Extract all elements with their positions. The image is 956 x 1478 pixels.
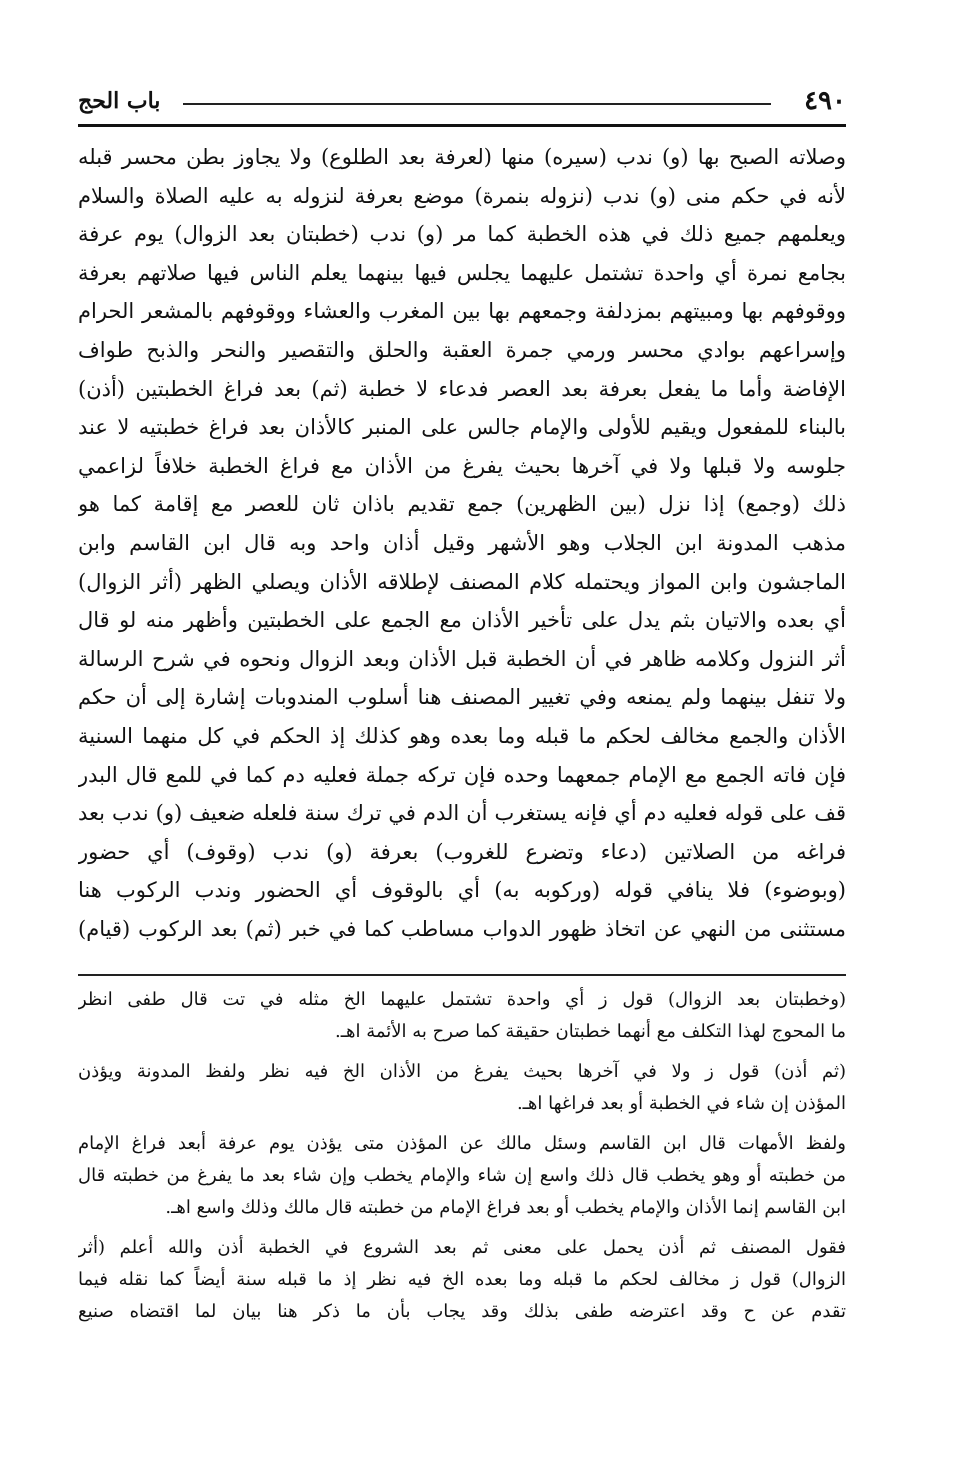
footnote-paragraph xyxy=(78,1128,846,1224)
text-line: مستثنى من النهي عن اتخاذ ظهور الدواب مساطب كما في خبر (ثم) بعد الركوب (قيام) xyxy=(78,916,846,941)
header-rule xyxy=(78,124,846,127)
text-line: ولا تنفل بينهما ولم يمنعه وفي تغيير المصنف هنا أسلوب المندوبات إشارة إلى أن حكم xyxy=(78,685,846,710)
text-line: (وبوضوء) فلا ينافي قوله (وركوبه به) أي بالوقوف أي الحضور وندب الركوب هنا xyxy=(78,878,846,903)
footnote-line: ابن القاسم إنما الأذان والإمام يخطب أو بعد فراغ الإمام من خطبته قال مالك وذلك واسع اهـ. xyxy=(165,1197,846,1218)
footnote-paragraph xyxy=(78,1232,846,1328)
footnote-line: فقول المصنف ثم أذن يحمل على معنى ثم بعد الشروع في الخطبة أذن والله أعلم (أثر xyxy=(78,1237,846,1258)
text-line: لأنه في حكم منى (و) ندب (نزوله بنمرة) موضع بعرفة لنزوله به عليه الصلاة والسلام xyxy=(78,183,846,208)
text-line: الماجشون وابن المواز ويحتمله كلام المصنف لإطلاقه الأذان ويصلي الظهر (أثر الزوال) xyxy=(78,569,846,594)
text-line: وإسراعهم بوادي محسر ورمي جمرة العقبة والحلق والتقصير والنحر والذبح طواف xyxy=(78,337,846,362)
footnote-line: ما المحوج لهذا التكلف مع أنهما خطبتان حقيقة كما صرح به الأئمة اهـ. xyxy=(335,1021,846,1042)
footnote-line: الزوال) قول ز مخالف لحكم ما قبله وما بعده الخ فيه نظر إذ ما قبله سنة أيضاً كما نقله فيما xyxy=(78,1269,846,1290)
text-line: الأذان والجمع مخالف لحكم ما قبله وما بعده وهو كذلك إذ الحكم في كل منهما السنية xyxy=(78,723,846,748)
text-line: أثر النزول وكلامه ظاهر في أن الخطبة قبل الأذان وبعد الزوال ونحوه في شرح الرسالة xyxy=(78,646,846,671)
header-line xyxy=(183,103,771,105)
main-text xyxy=(78,138,846,948)
text-line: ذلك (وجمع) إذا نزل (بين الظهرين) جمع تقديم باذان ثان للعصر مع إقامة كما هو xyxy=(78,492,846,517)
page-header xyxy=(78,84,846,122)
footnote-paragraph xyxy=(78,1056,846,1120)
footnote-line: المؤذن إن شاء في الخطبة أو بعد فراغها اهـ. xyxy=(516,1093,846,1114)
text-line: فإن فاته الجمع مع الإمام جمعهما وحده فإن تركه جملة فعليه دم كما في للمع قال البدر xyxy=(78,762,846,787)
footnote-line: ولفظ الأمهات قال ابن القاسم وسئل مالك عن المؤذن متى يؤذن يوم عرفة أبعد فراغ الإمام xyxy=(78,1133,846,1154)
text-line: فراغه من الصلاتين (دعاء وتضرع للغروب) بعرفة (و) ندب (وقوف) أي حضور xyxy=(78,839,846,864)
running-title: باب الحج xyxy=(78,88,161,114)
footnote-line: تقدم عن ح وقد اعترضه طفى بذلك وقد يجاب بأن ما ذكر هنا بيان لما اقتضاه صنيع xyxy=(78,1301,846,1322)
text-line: مذهب المدونة ابن الجلاب وهو الأشهر وقيل أذان واحد وبه قال ابن القاسم وابن xyxy=(78,530,846,555)
footnote-rule xyxy=(78,974,846,976)
text-line: أي بعده والاتيان بثم يدل على تأخير الأذان مع الجمع على الخطبتين وأظهر منه لو قال xyxy=(78,608,846,633)
text-line: جلوسه ولا قبلها ولا في آخرها بحيث يفرغ من الأذان مع فراغ الخطبة خلافاً لزاعمي xyxy=(78,453,846,478)
text-line: قف على قوله فعليه دم أي فإنه يستغرب أن الدم في ترك سنة فلعله ضعيف (و) ندب بعد xyxy=(78,801,846,826)
footnote-paragraph xyxy=(78,984,846,1048)
footnote-line: (وخطبتان بعد الزوال) قول ز أي واحدة تشتمل عليهما الخ مثله في تت قال طفى انظر xyxy=(78,989,846,1010)
footnote-line: (ثم أذن) قول ز ولا في آخرها بحيث يفرغ من الأذان الخ فيه نظر ولفظ المدونة ويؤذن xyxy=(78,1061,846,1082)
text-line: ويعلمهم جميع ذلك في هذه الخطبة كما مر (و) ندب (خطبتان بعد الزوال) يوم عرفة xyxy=(78,222,846,247)
footnote-line: من خطبته أو وهو يخطب قال ذلك واسع إن شاء والإمام يخطب وإن شاء بعد ما يفرغ من خطبته قال xyxy=(78,1165,846,1186)
text-line: بالبناء للمفعول ويقيم للأولى والإمام جالس على المنبر كالأذان بعد فراغ خطبتيه لا عند xyxy=(78,415,846,440)
page-number: ٤٩٠ xyxy=(804,86,846,116)
text-line: ووقوفهم بها ومبيتهم بمزدلفة وجمعهم بها بين المغرب والعشاء ووقوفهم بالمشعر الحرام xyxy=(78,299,846,324)
text-line: وصلاته الصبح بها (و) ندب (سيره) منها (لعرفة بعد الطلوع) ولا يجاوز بطن محسر قبله xyxy=(78,145,846,169)
text-line: الإفاضة وأما ما يفعل بعرفة بعد العصر فدعاء لا خطبة (ثم) بعد فراغ الخطبتين (أذن) xyxy=(78,376,846,401)
text-line: بجامع نمرة أي واحدة تشتمل عليهما يجلس فيها بينهما يعلم الناس فيها صلاتهم بعرفة xyxy=(78,260,846,285)
footnotes xyxy=(78,984,846,1336)
